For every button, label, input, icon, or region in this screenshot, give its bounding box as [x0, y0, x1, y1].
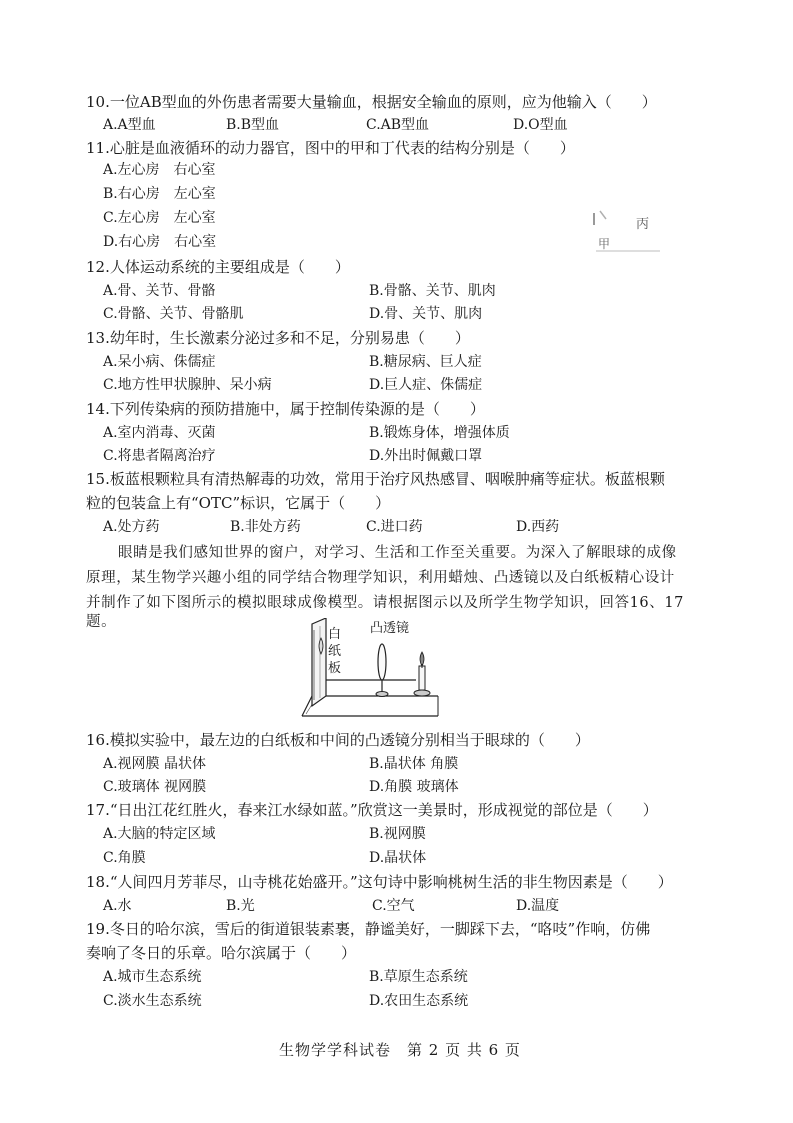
- page-footer: 生物学学科试卷 第 2 页 共 6 页: [279, 1041, 521, 1059]
- board-label-1: 白: [328, 627, 342, 642]
- q15-stem-line1: 15.板蓝根颗粒具有清热解毒的功效，常用于治疗风热感冒、咽喉肿痛等症状。板蓝根颗: [86, 470, 665, 488]
- q14-stem: 14.下列传染病的预防措施中，属于控制传染源的是（ ）: [86, 400, 485, 418]
- q11-option-c: C.左心房 左心室: [103, 210, 216, 226]
- board-label-3: 板: [328, 661, 342, 676]
- q13-option-d: D.巨人症、侏儒症: [369, 377, 483, 393]
- q13-option-b: B.糖尿病、巨人症: [369, 354, 482, 370]
- q17-option-a: A.大脑的特定区域: [103, 826, 216, 842]
- q19-option-d: D.农田生态系统: [369, 993, 469, 1009]
- q16-stem: 16.模拟实验中，最左边的白纸板和中间的凸透镜分别相当于眼球的（ ）: [86, 731, 590, 749]
- q15-option-c: C.进口药: [366, 519, 423, 535]
- q10-option-b: B.B型血: [226, 117, 280, 133]
- passage-line-4: 题。: [86, 614, 117, 630]
- q10-option-d: D.O型血: [513, 117, 568, 133]
- q17-stem: 17.“日出江花红胜火，春来江水绿如蓝。”欣赏这一美景时，形成视觉的部位是（ ）: [86, 801, 658, 819]
- q12-option-b: B.骨骼、关节、肌肉: [369, 283, 496, 299]
- q19-option-b: B.草原生态系统: [369, 969, 468, 985]
- q19-option-a: A.城市生态系统: [103, 969, 202, 985]
- lens-label: 凸透镜: [370, 621, 410, 636]
- q14-option-c: C.将患者隔离治疗: [103, 448, 216, 464]
- q10-stem: 10.一位AB型血的外伤患者需要大量输血，根据安全输血的原则，应为他输入（ ）: [86, 93, 657, 111]
- q15-option-d: D.西药: [516, 519, 560, 535]
- q17-option-b: B.视网膜: [369, 826, 426, 842]
- q19-stem-line1: 19.冬日的哈尔滨，雪后的街道银装素裹，静谧美好，一脚踩下去，“咯吱”作响，仿佛: [86, 920, 651, 938]
- q17-option-d: D.晶状体: [369, 850, 427, 866]
- q11-option-a: A.左心房 右心室: [103, 162, 216, 178]
- q12-option-c: C.骨骼、关节、骨骼肌: [103, 306, 244, 322]
- q15-option-b: B.非处方药: [230, 519, 301, 535]
- q15-stem-line2: 粒的包装盒上有“OTC”标识，它属于（ ）: [86, 494, 391, 512]
- q19-option-c: C.淡水生态系统: [103, 993, 202, 1009]
- q18-option-a: A.水: [103, 898, 132, 914]
- q13-option-c: C.地方性甲状腺肿、呆小病: [103, 377, 272, 393]
- q16-option-d: D.角膜 玻璃体: [369, 779, 459, 795]
- q12-stem: 12.人体运动系统的主要组成是（ ）: [86, 258, 350, 276]
- board-label-2: 纸: [328, 644, 342, 659]
- q14-option-b: B.锻炼身体，增强体质: [369, 425, 510, 441]
- q12-option-a: A.骨、关节、骨骼: [103, 283, 216, 299]
- q11-option-b: B.右心房 左心室: [103, 186, 216, 202]
- q16-option-b: B.晶状体 角膜: [369, 756, 459, 772]
- q19-stem-line2: 奏响了冬日的乐章。哈尔滨属于（ ）: [86, 944, 357, 962]
- heart-figure-fragment: [588, 205, 668, 255]
- q13-option-a: A.呆小病、侏儒症: [103, 354, 216, 370]
- q15-option-a: A.处方药: [103, 519, 160, 535]
- passage-line-1: 眼睛是我们感知世界的窗户，对学习、生活和工作至关重要。为深入了解眼球的成像: [118, 545, 677, 561]
- q16-option-a: A.视网膜 晶状体: [103, 756, 207, 772]
- passage-line-3: 并制作了如下图所示的模拟眼球成像模型。请根据图示以及所学生物学知识，回答16、17: [86, 595, 684, 611]
- q18-stem: 18.“人间四月芳菲尽，山寺桃花始盛开。”这句诗中影响桃树生活的非生物因素是（ ）: [86, 873, 673, 891]
- q11-stem: 11.心脏是血液循环的动力器官，图中的甲和丁代表的结构分别是（ ）: [86, 139, 575, 157]
- heart-label-bing: 丙: [636, 217, 650, 232]
- q10-option-a: A.A型血: [103, 117, 156, 133]
- q12-option-d: D.骨、关节、肌肉: [369, 306, 483, 322]
- q10-option-c: C.AB型血: [366, 117, 430, 133]
- q17-option-c: C.角膜: [103, 850, 146, 866]
- q13-stem: 13.幼年时，生长激素分泌过多和不足，分别易患（ ）: [86, 329, 470, 347]
- q18-option-b: B.光: [226, 898, 255, 914]
- heart-label-jia: 甲: [598, 237, 611, 251]
- passage-line-2: 原理，某生物学兴趣小组的同学结合物理学知识，利用蜡烛、凸透镜以及白纸板精心设计: [86, 570, 675, 586]
- q14-option-d: D.外出时佩戴口罩: [369, 448, 483, 464]
- eye-model-figure: [298, 618, 440, 718]
- q14-option-a: A.室内消毒、灭菌: [103, 425, 216, 441]
- q18-option-c: C.空气: [372, 898, 415, 914]
- q11-option-d: D.右心房 右心室: [103, 234, 217, 250]
- q16-option-c: C.玻璃体 视网膜: [103, 779, 207, 795]
- q18-option-d: D.温度: [516, 898, 560, 914]
